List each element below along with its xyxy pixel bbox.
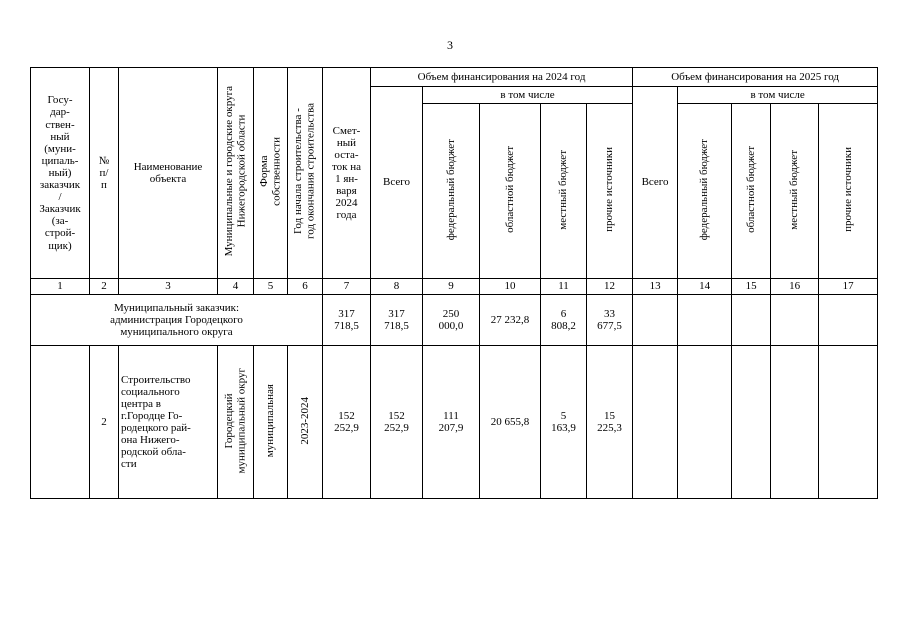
summary-local-2025 [771, 295, 819, 346]
column-number: 12 [587, 279, 633, 295]
summary-total-2024: 317 718,5 [371, 295, 423, 346]
row-balance: 152 252,9 [323, 346, 371, 499]
header-ownership: Форма собственности [257, 137, 283, 206]
column-number: 14 [678, 279, 732, 295]
summary-balance: 317 718,5 [323, 295, 371, 346]
header-federal-2024-cell [423, 104, 480, 279]
row-other-2025 [819, 346, 878, 499]
summary-other-2024: 33 677,5 [587, 295, 633, 346]
row-federal-2024: 111 207,9 [423, 346, 480, 499]
header-including-2025: в том числе [678, 87, 878, 104]
header-other-2024: прочие источники [603, 147, 616, 232]
column-number: 8 [371, 279, 423, 295]
summary-federal-2025 [678, 295, 732, 346]
header-local-2025-cell [771, 104, 819, 279]
header-local-2024-cell [541, 104, 587, 279]
summary-regional-2025 [732, 295, 771, 346]
row-federal-2025 [678, 346, 732, 499]
summary-other-2025 [819, 295, 878, 346]
header-years: Год начала строительства - год окончания строительства [292, 103, 317, 240]
financing-table [30, 67, 878, 499]
column-number: 1 [31, 279, 90, 295]
header-other-2025-cell [819, 104, 878, 279]
header-federal-2025: федеральный бюджет [698, 138, 711, 241]
header-other-2024-cell [587, 104, 633, 279]
column-number: 17 [819, 279, 878, 295]
header-other-2025: прочие источники [841, 147, 854, 232]
summary-total-2025 [633, 295, 678, 346]
column-number: 15 [732, 279, 771, 295]
row-num: 2 [90, 346, 119, 499]
summary-local-2024: 6 808,2 [541, 295, 587, 346]
row-object-name: Строительство социального центра в г.Городце Го- родецкого рай- она Нижего- родской обла- сти [119, 346, 218, 499]
header-regional-2024-cell [480, 104, 541, 279]
header-regional-2025-cell [732, 104, 771, 279]
column-number: 2 [90, 279, 119, 295]
row-regional-2025 [732, 346, 771, 499]
header-balance: Смет- ный оста- ток на 1 ян- варя 2024 года [323, 68, 371, 279]
row-local-2024: 5 163,9 [541, 346, 587, 499]
column-number: 7 [323, 279, 371, 295]
column-number: 5 [254, 279, 288, 295]
header-customer: Госу- дар- ствен- ный (муни- ципаль- ный) заказчик / Заказчик (за- строй- щик) [31, 68, 90, 279]
summary-regional-2024: 27 232,8 [480, 295, 541, 346]
header-num: № п/ п [90, 68, 119, 279]
header-total-2025: Всего [633, 87, 678, 279]
summary-customer-label: Муниципальный заказчик: администрация Городецкого муниципального округа [31, 295, 323, 346]
table-row [31, 346, 878, 499]
header-municipality: Муниципальные и городские округа Нижегородской области [222, 86, 248, 257]
column-number: 4 [218, 279, 254, 295]
column-number: 3 [119, 279, 218, 295]
column-number: 11 [541, 279, 587, 295]
row-ownership: муниципальная [264, 383, 277, 458]
column-number: 16 [771, 279, 819, 295]
header-regional-2024: областной бюджет [503, 146, 516, 233]
header-municipality-cell [218, 68, 254, 279]
row-municipality-cell [218, 346, 254, 499]
row-years: 2023-2024 [298, 396, 311, 445]
header-total-2024: Всего [371, 87, 423, 279]
row-regional-2024: 20 655,8 [480, 346, 541, 499]
column-number: 9 [423, 279, 480, 295]
summary-row [31, 295, 878, 346]
header-federal-2025-cell [678, 104, 732, 279]
summary-federal-2024: 250 000,0 [423, 295, 480, 346]
row-total-2024: 152 252,9 [371, 346, 423, 499]
row-years-cell [288, 346, 323, 499]
row-local-2025 [771, 346, 819, 499]
header-fin-2025: Объем финансирования на 2025 год [633, 68, 878, 87]
page-number: 3 [447, 38, 453, 52]
column-number: 6 [288, 279, 323, 295]
row-total-2025 [633, 346, 678, 499]
header-including-2024: в том числе [423, 87, 633, 104]
column-number: 13 [633, 279, 678, 295]
header-regional-2025: областной бюджет [744, 146, 757, 233]
row-ownership-cell [254, 346, 288, 499]
header-years-cell [288, 68, 323, 279]
row-municipality: Городецкий муниципальный округ [222, 367, 248, 474]
header-fin-2024: Объем финансирования на 2024 год [371, 68, 633, 87]
header-local-2024: местный бюджет [557, 149, 570, 230]
row-customer [31, 346, 90, 499]
header-object-name: Наименование объекта [119, 68, 218, 279]
row-other-2024: 15 225,3 [587, 346, 633, 499]
header-local-2025: местный бюджет [788, 149, 801, 230]
column-number: 10 [480, 279, 541, 295]
header-federal-2024: федеральный бюджет [444, 138, 457, 241]
header-ownership-cell [254, 68, 288, 279]
